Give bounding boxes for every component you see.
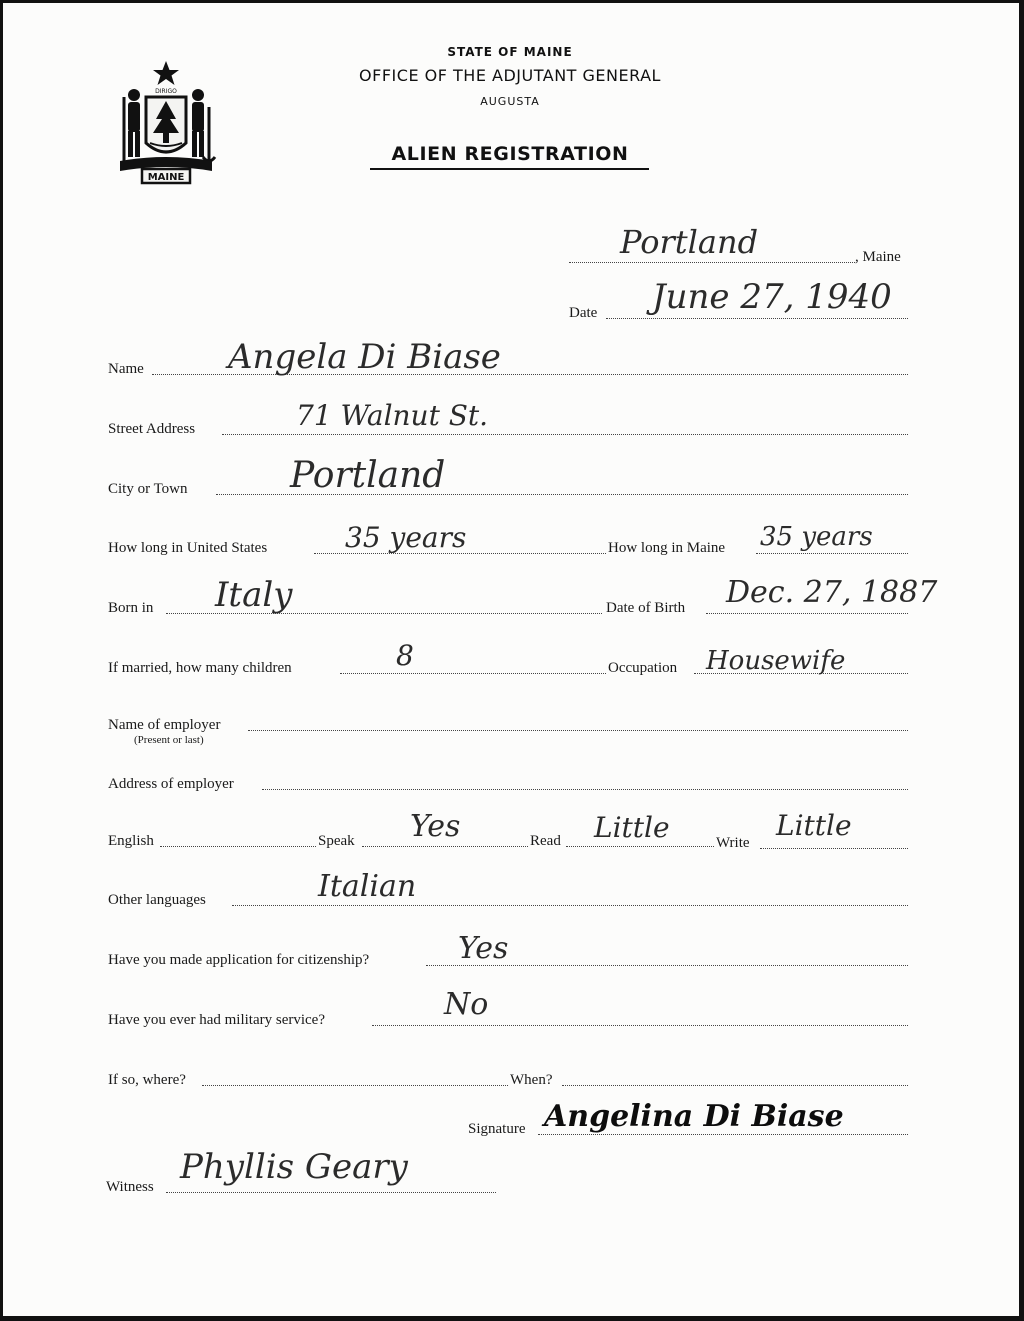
street-label: Street Address <box>108 421 196 437</box>
if-so-where-line <box>202 1085 508 1086</box>
occupation-value: Housewife <box>706 646 846 676</box>
military-line <box>372 1025 908 1026</box>
witness-line <box>166 1192 496 1193</box>
date-of-birth-line <box>706 613 908 614</box>
employer-address-label: Address of employer <box>108 776 234 792</box>
witness-value: Phyllis Geary <box>180 1147 408 1187</box>
header-state: STATE OF MAINE <box>447 45 573 59</box>
english-line <box>160 846 316 847</box>
write-value: Little <box>776 809 852 842</box>
speak-line <box>362 846 528 847</box>
state-seal-icon <box>112 57 220 185</box>
employer-note: (Present or last) <box>134 734 204 746</box>
read-line <box>566 846 714 847</box>
date-of-birth-label: Date of Birth <box>606 600 686 616</box>
other-languages-value: Italian <box>318 869 417 904</box>
born-in-value: Italy <box>215 575 293 615</box>
write-label: Write <box>716 835 750 851</box>
form-title: ALIEN REGISTRATION <box>391 143 629 165</box>
employer-address-line <box>262 789 908 790</box>
name-label: Name <box>108 361 144 377</box>
signature-value: Angelina Di Biase <box>544 1099 844 1134</box>
date-line <box>606 318 908 319</box>
read-value: Little <box>594 811 670 844</box>
born-in-label: Born in <box>108 600 154 616</box>
how-long-maine-line <box>756 553 908 554</box>
how-long-us-label: How long in United States <box>108 540 268 556</box>
other-languages-label: Other languages <box>108 892 206 908</box>
street-value: 71 Walnut St. <box>296 399 489 432</box>
when-line <box>562 1085 908 1086</box>
scan-border-right <box>1019 0 1024 1321</box>
occupation-label: Occupation <box>608 660 678 676</box>
scan-border-bottom <box>0 1316 1024 1321</box>
maine-label: , Maine <box>855 249 901 265</box>
title-underline <box>370 168 649 170</box>
signature-line <box>538 1134 908 1135</box>
header-city: AUGUSTA <box>480 95 540 108</box>
speak-value: Yes <box>410 809 461 844</box>
how-long-maine-value: 35 years <box>760 522 873 552</box>
when-label: When? <box>510 1072 553 1088</box>
seal-motto: DIRIGO <box>155 88 177 95</box>
write-line <box>760 848 908 849</box>
children-line <box>340 673 606 674</box>
header-office: OFFICE OF THE ADJUTANT GENERAL <box>359 66 661 85</box>
military-label: Have you ever had military service? <box>108 1012 325 1028</box>
place-line <box>569 262 855 263</box>
street-line <box>222 434 908 435</box>
name-value: Angela Di Biase <box>228 337 501 377</box>
employer-line <box>248 730 908 731</box>
military-value: No <box>444 987 489 1022</box>
witness-label: Witness <box>106 1179 154 1195</box>
employer-label: Name of employer <box>108 717 221 733</box>
scan-border-left <box>0 0 3 1321</box>
signature-label: Signature <box>468 1121 526 1137</box>
speak-label: Speak <box>318 833 355 849</box>
seal-text: MAINE <box>147 172 185 183</box>
other-languages-line <box>232 905 908 906</box>
if-so-where-label: If so, where? <box>108 1072 186 1088</box>
date-of-birth-value: Dec. 27, 1887 <box>726 575 938 610</box>
how-long-us-value: 35 years <box>345 521 467 554</box>
citizenship-value: Yes <box>458 931 509 966</box>
date-value: June 27, 1940 <box>652 277 892 317</box>
date-label: Date <box>569 305 598 321</box>
english-label: English <box>108 833 154 849</box>
how-long-maine-label: How long in Maine <box>608 540 726 556</box>
scan-border-top <box>0 0 1024 3</box>
city-label: City or Town <box>108 481 188 497</box>
children-label: If married, how many children <box>108 660 292 676</box>
citizenship-label: Have you made application for citizenship? <box>108 952 370 968</box>
place-value: Portland <box>620 223 759 261</box>
read-label: Read <box>530 833 561 849</box>
city-value: Portland <box>290 455 446 496</box>
children-value: 8 <box>396 639 414 672</box>
